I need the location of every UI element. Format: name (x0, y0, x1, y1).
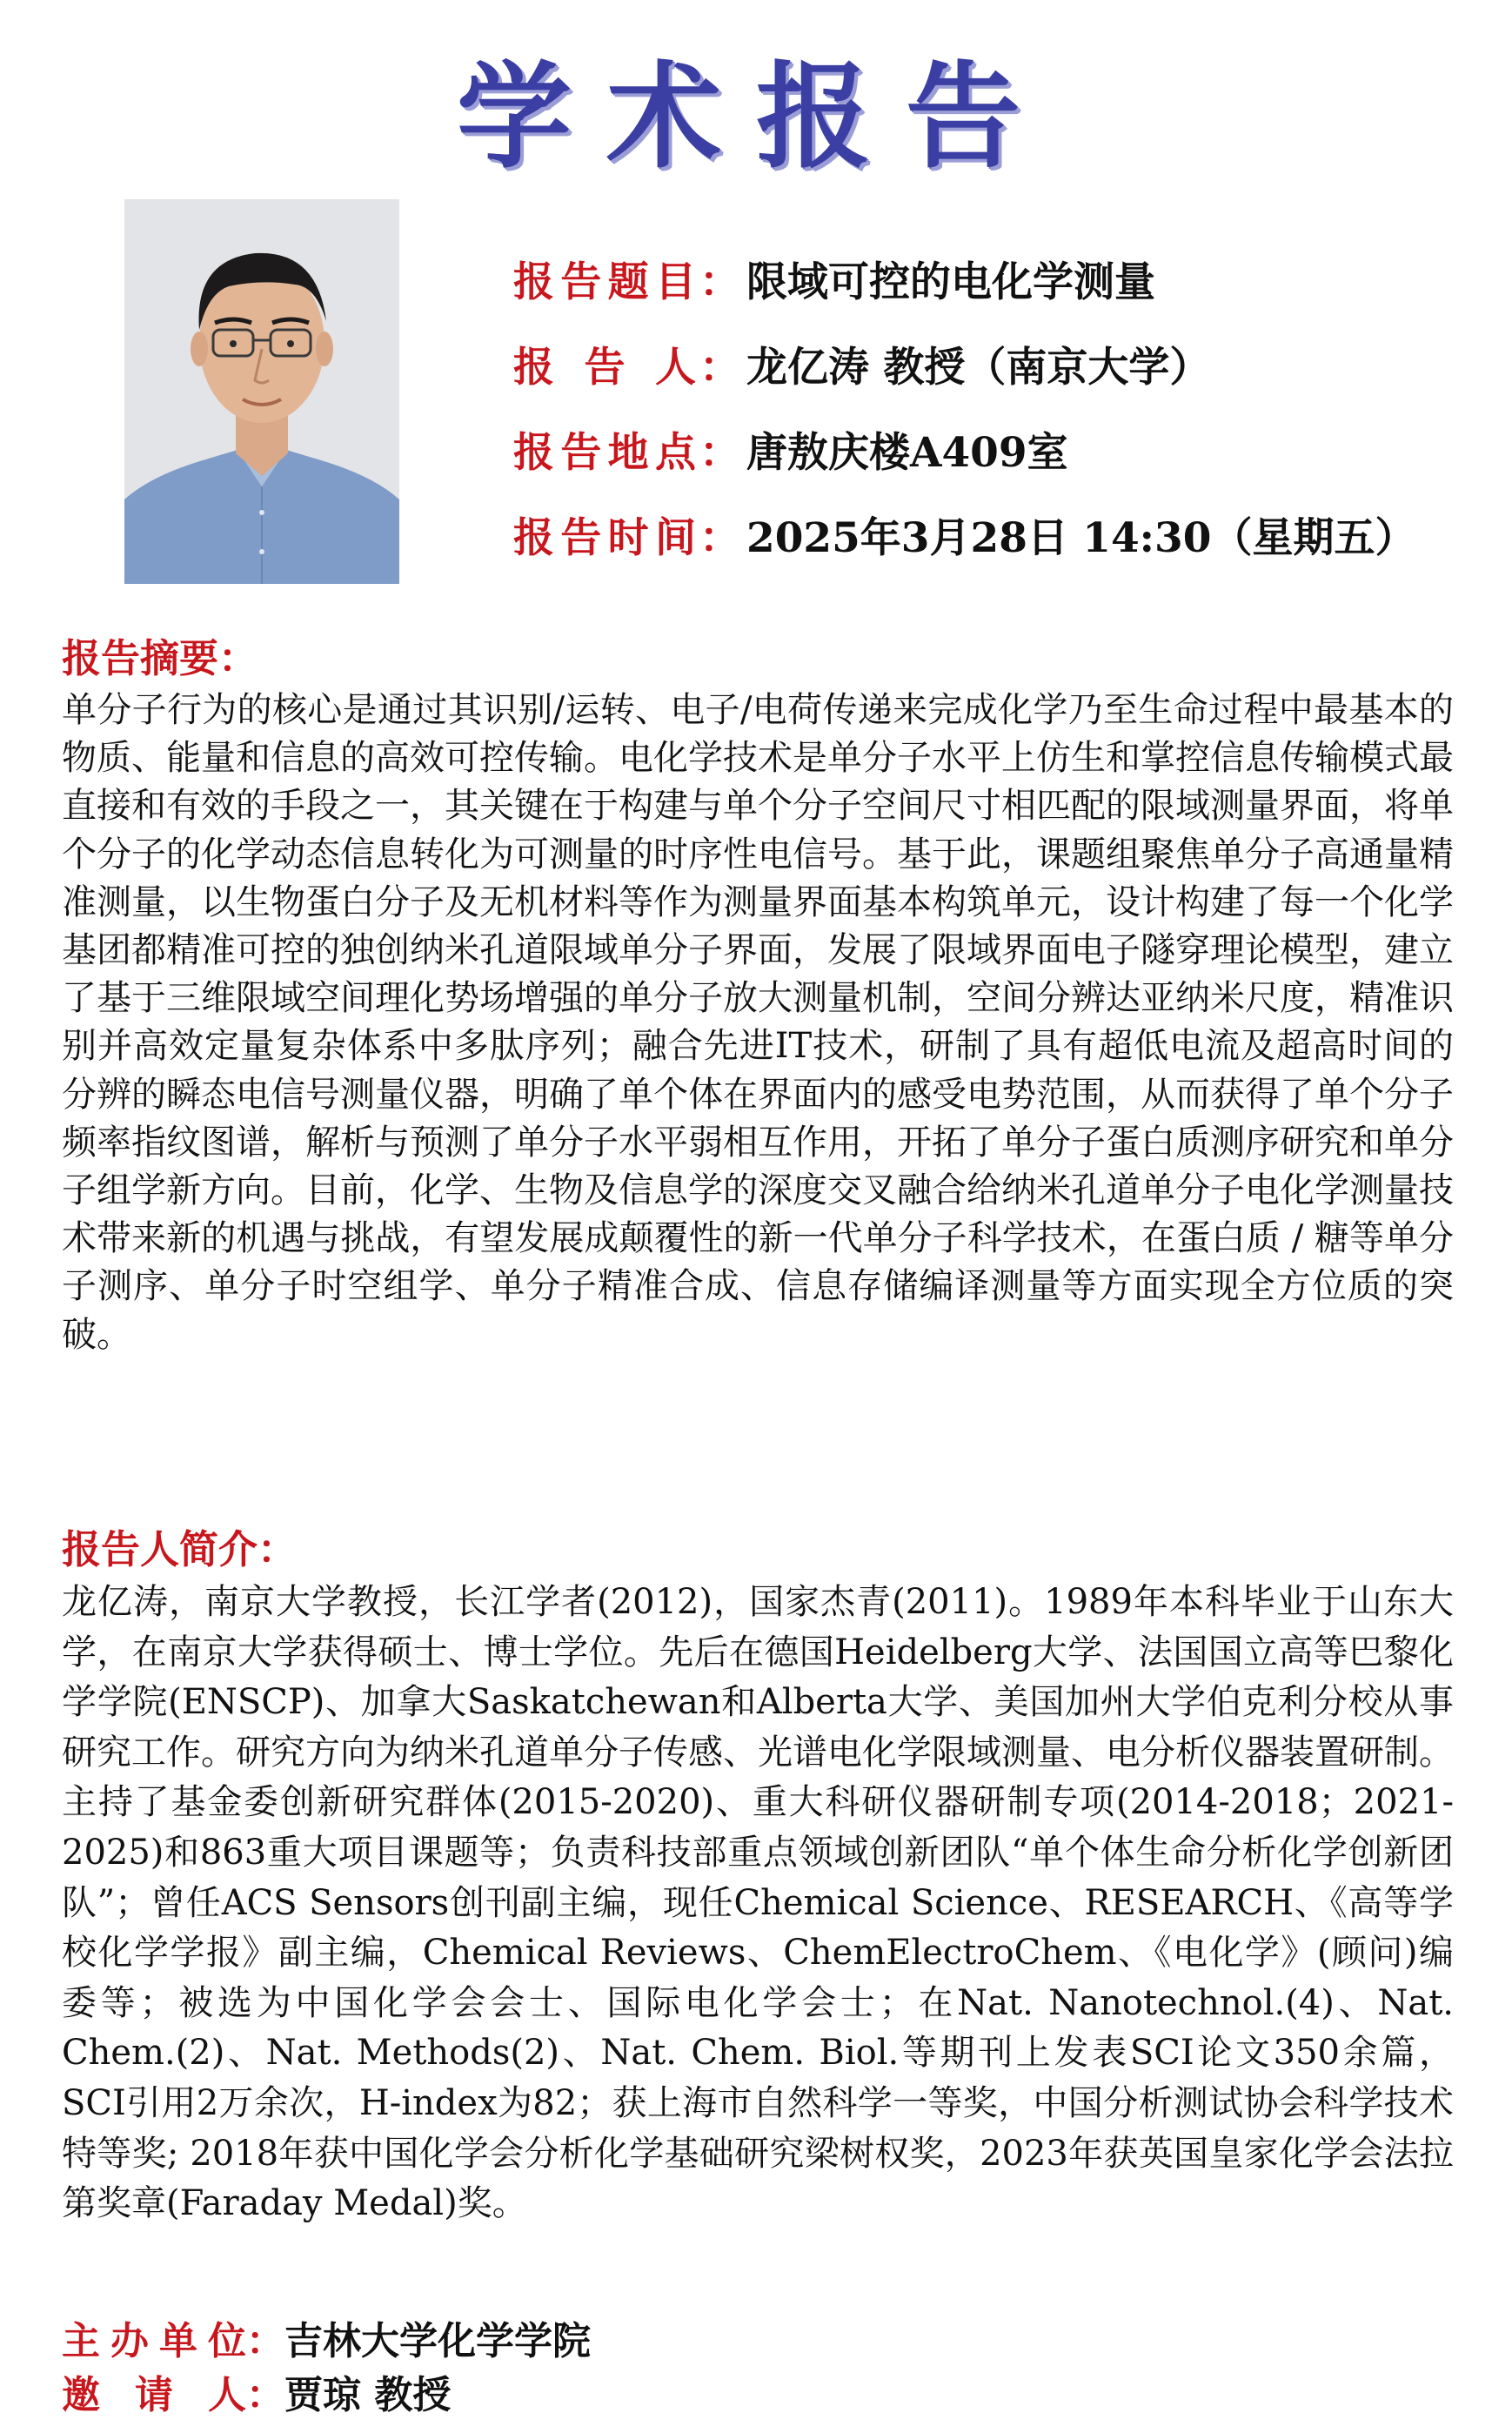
host-colon: ： (246, 2319, 284, 2363)
inviter-row (62, 2369, 451, 2422)
host-value: 吉林大学化学学院 (284, 2319, 591, 2363)
speaker-photo (124, 199, 399, 584)
bio-text: 龙亿涛，南京大学教授，长江学者(2012)，国家杰青(2011)。1989年本科毕业于山东大学，在南京大学获得硕士、博士学位。先后在德国Heidelberg大学、法国国立高等巴黎化学学院(ENSCP)、加拿大Saskatchewan和Alberta大学、美国加州大学伯克利分校从事研究工作。研究方向为纳米孔道单分子传感、光谱电化学限域测量、电分析仪器装置研制。主持了基金委创新研究群体(2015-2020)、重大科研仪器研制专项(2014-2018；2021-2025)和863重大项目课题等；负责科技部重点领域创新团队“单个体生命分析化学创新团队”；曾任ACS Sensors创刊副主编，现任Chemical Science、RESEARCH、《高等学校化学学报》副主编，Chemical Reviews、ChemElectroChem、《电化学》(顾问)编委等；被选为中国化学会会士、国际电化学会士；在Nat. Nanotechnol.(4)、Nat. Chem.(2)、Nat. Methods(2)、Nat. Chem. Biol.等期刊上发表SCI论文350余篇，SCI引用2万余次，H-index为82；获上海市自然科学一等奖，中国分析测试协会科学技术特等奖; 2018年获中国化学会分析化学基础研究梁树权奖，2023年获英国皇家化学会法拉第奖章(Faraday Medal)奖。 (62, 1582, 1454, 2224)
info-value-location: 唐敖庆楼A409室 (746, 429, 1068, 477)
inviter-value: 贾琼 教授 (284, 2373, 452, 2417)
info-colon: ： (699, 514, 740, 562)
host-row (62, 2316, 591, 2368)
info-label-time: 报告时间 (513, 514, 696, 562)
info-value-title: 限域可控的电化学测量 (746, 258, 1155, 306)
info-row-location (513, 423, 1470, 508)
talk-info (513, 252, 1470, 593)
inviter-colon: ： (246, 2373, 284, 2417)
info-value-time: 2025年3月28日 14:30（星期五） (746, 514, 1416, 562)
info-label-speaker: 报告人 (513, 344, 696, 392)
abstract-heading: 报告摘要： (62, 635, 258, 681)
page-title: 学术报告 (457, 50, 1055, 184)
info-colon: ： (699, 429, 740, 477)
inviter-label: 邀请人 (62, 2373, 246, 2417)
info-row-time (513, 508, 1470, 593)
info-label-title: 报告题目 (513, 258, 696, 306)
info-colon: ： (699, 258, 740, 306)
info-value-speaker: 龙亿涛 教授（南京大学） (746, 344, 1211, 392)
info-label-location: 报告地点 (513, 429, 696, 477)
bio-heading: 报告人简介： (62, 1526, 298, 1572)
info-colon: ： (699, 344, 740, 392)
info-row-speaker (513, 338, 1470, 423)
info-row-title (513, 252, 1470, 338)
abstract-text: 单分子行为的核心是通过其识别/运转、电子/电荷传递来完成化学乃至生命过程中最基本的物质、能量和信息的高效可控传输。电化学技术是单分子水平上仿生和掌控信息传输模式最直接和有效的手段之一，其关键在于构建与单个分子空间尺寸相匹配的限域测量界面，将单个分子的化学动态信息转化为可测量的时序性电信号。基于此，课题组聚焦单分子高通量精准测量，以生物蛋白分子及无机材料等作为测量界面基本构筑单元，设计构建了每一个化学基团都精准可控的独创纳米孔道限域单分子界面，发展了限域界面电子隧穿理论模型，建立了基于三维限域空间理化势场增强的单分子放大测量机制，空间分辨达亚纳米尺度，精准识别并高效定量复杂体系中多肽序列；融合先进IT技术，研制了具有超低电流及超高时间的分辨的瞬态电信号测量仪器，明确了单个体在界面内的感受电势范围，从而获得了单个分子频率指纹图谱，解析与预测了单分子水平弱相互作用，开拓了单分子蛋白质测序研究和单分子组学新方向。目前，化学、生物及信息学的深度交叉融合给纳米孔道单分子电化学测量技术带来新的机遇与挑战，有望发展成颠覆性的新一代单分子科学技术，在蛋白质 / 糖等单分子测序、单分子时空组学、单分子精准合成、信息存储编译测量等方面实现全方位质的突破。 (62, 690, 1454, 1355)
host-label: 主办单位 (62, 2319, 246, 2363)
